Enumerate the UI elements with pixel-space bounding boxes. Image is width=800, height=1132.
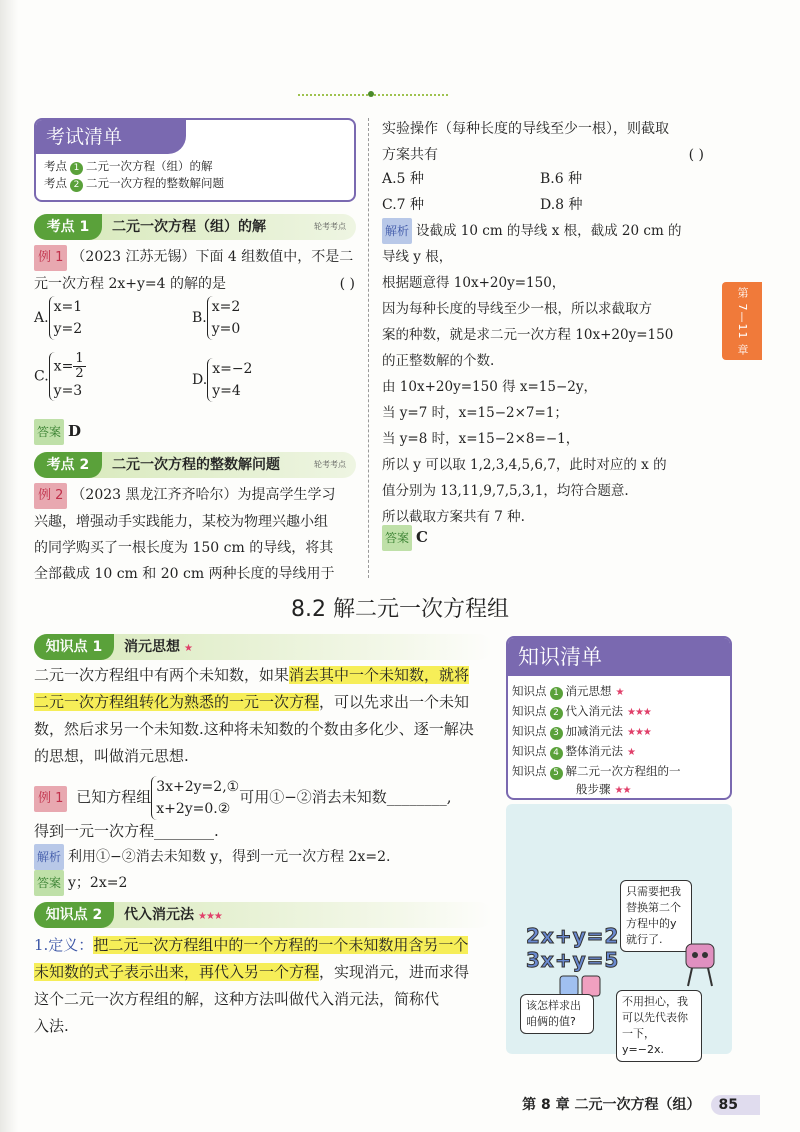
section-title: 8.2 解二元一次方程组 xyxy=(291,597,509,622)
knowledge-checklist-box xyxy=(506,636,732,800)
column-divider xyxy=(368,118,369,578)
zhishidian-1-header xyxy=(34,634,492,660)
kaodian-2-header xyxy=(34,452,356,478)
zhishidian-1-body: 二元一次方程组中有两个未知数，如果消去其中一个未知数，就将 二元一次方程组转化为熟悉的一元一次方程，可以先求出一个未知 数，然后求另一个未知数.这种将未知数的个数由多化少、逐一解决 的思想，叫做消元思想. xyxy=(34,666,474,765)
kaodian-note: 轮考考点 xyxy=(314,222,346,231)
example-2-text: 例 2 （2023 黑龙江齐齐哈尔）为提高学生学习 兴趣，增强动手实践能力，某校为物理兴趣小组 的同学购买了一根长度为 150 cm 的导线，将其 全部截成 10 cm 和 20 cm 两种长度的导线用于 xyxy=(34,482,364,587)
kaodian-tag: 考点 2 xyxy=(34,452,102,478)
knowledge-item[interactable]: 知识点 5 解二元一次方程组的一 xyxy=(512,764,681,778)
knowledge-item[interactable]: 知识点 4 整体消元法 ★ xyxy=(512,744,635,758)
exam-checklist-item: 考点 1 二元一次方程（组）的解 xyxy=(44,159,213,173)
zhishidian-2-body: 1.定义：把二元一次方程组中的一个方程的一个未知数用含另一个 未知数的式子表示出来，再代入另一个方程，实现消元，进而求得 这个二元一次方程组的解，这种方法叫做代入消元法，简称代 入法. xyxy=(34,936,470,1035)
example-label: 例 2 xyxy=(34,483,67,509)
decorative-dots xyxy=(298,94,448,100)
knowledge-item[interactable]: 般步骤 ★★ xyxy=(576,782,631,796)
equation-graphic: 2x+y=2 xyxy=(526,924,620,948)
zhishidian-title: 消元思想 ★ xyxy=(124,639,192,655)
page-footer xyxy=(522,1094,760,1115)
option-d: D.8 种 xyxy=(540,197,583,213)
knowledge-item[interactable]: 知识点 3 加减消元法 ★★★ xyxy=(512,724,651,738)
zhishidian-title: 代入消元法 ★★★ xyxy=(124,907,222,923)
kaodian-title: 二元一次方程的整数解问题 xyxy=(112,457,280,473)
star-icon: ★★ xyxy=(614,785,631,796)
star-icon: ★ xyxy=(627,747,635,758)
star-icon: ★★★ xyxy=(198,911,222,922)
zs-example-1: 例 1 已知方程组3x+2y=2,① x+2y=0.②可用①−②消去未知数________, xyxy=(34,776,499,820)
exam-checklist-item: 考点 2 二元一次方程的整数解问题 xyxy=(44,176,224,190)
zhishidian-tag: 知识点 1 xyxy=(34,634,114,660)
zhishidian-2-header xyxy=(34,902,492,928)
page-number: 85 xyxy=(711,1095,760,1115)
zs-example-1-answer: 答案 y；2x=2 xyxy=(34,870,127,896)
option-b: B.6 种 xyxy=(540,171,583,187)
example-2-analysis: 解析 设截成 10 cm 的导线 x 根，截成 20 cm 的 导线 y 根， 根据题意得 10x+20y=150， 因为每种长度的导线至少一根，所以求截取方 案的种数，就是求二元一次方程 10x+20y=150 的正整数解的个数. 由 10x+20y=150 得 x=15−2y， 当 y=7 时，x=15−2×7=1； 当 y=8 时，x=15−2×8=−1， 所以 y 可以取 1,2,3,4,5,6,7，此时对应的 x 的 值分别为 13,11,9,7,5,3,1，均符合题意. 所以截取方案共有 7 种. xyxy=(382,218,714,530)
cartoon-robot-icon xyxy=(682,940,718,990)
example-2-answer: 答案 C xyxy=(382,524,428,551)
chapter-side-tab[interactable]: 第 7—11 章 xyxy=(722,282,762,360)
kaodian-1-header xyxy=(34,214,356,240)
spine-shadow xyxy=(0,0,18,1132)
zs-example-1-analysis: 解析 利用①−②消去未知数 y，得到一元一次方程 2x=2. xyxy=(34,844,390,870)
kaodian-title: 二元一次方程（组）的解 xyxy=(112,219,266,235)
example-label: 例 1 xyxy=(34,786,67,812)
knowledge-item[interactable]: 知识点 1 消元思想 ★ xyxy=(512,684,624,698)
exam-checklist-box xyxy=(34,118,356,202)
knowledge-checklist-title: 知识清单 xyxy=(508,638,730,676)
option-b: B.x=2 y=0 xyxy=(192,296,240,340)
knowledge-item[interactable]: 知识点 2 代入消元法 ★★★ xyxy=(512,704,651,718)
star-icon: ★★★ xyxy=(627,727,651,738)
exam-checklist-title: 考试清单 xyxy=(36,120,186,154)
speech-bubble: 该怎样求出 咱俩的值? xyxy=(520,994,594,1034)
option-c: C.7 种 xyxy=(382,197,425,213)
option-d: D.x=−2 y=4 xyxy=(192,358,252,402)
zs-example-1-line2: 得到一元一次方程________. xyxy=(34,822,219,840)
example-2-continued: 实验操作（每种长度的导线至少一根），则截取 方案共有 ( ) xyxy=(382,121,704,163)
option-a: A.x=1 y=2 xyxy=(34,296,82,340)
star-icon: ★ xyxy=(615,687,624,698)
option-c: $C.x=\frac{1}{2}$ y=3 xyxy=(34,351,84,399)
equation-graphic: 3x+y=5 xyxy=(526,948,620,972)
kaodian-tag: 考点 1 xyxy=(34,214,102,240)
chapter-label: 第 8 章 二元一次方程（组） xyxy=(522,1097,701,1113)
zhishidian-tag: 知识点 2 xyxy=(34,902,114,928)
example-1-text: 例 1 （2023 江苏无锡）下面 4 组数值中，不是二 元一次方程 2x+y=4 的解的是 ( ) xyxy=(34,244,359,297)
star-icon: ★ xyxy=(184,643,192,654)
option-a: A.5 种 xyxy=(382,171,424,187)
speech-bubble: 不用担心，我 可以先代表你 一下，y=−2x. xyxy=(616,990,702,1062)
cartoon-illustration xyxy=(506,804,732,1054)
example-label: 例 1 xyxy=(34,245,67,271)
kaodian-note: 轮考考点 xyxy=(314,460,346,469)
star-icon: ★★★ xyxy=(627,707,651,718)
speech-bubble: 只需要把我 替换第二个 方程中的y 就行了. xyxy=(620,880,692,952)
example-1-answer: 答案 D xyxy=(34,418,81,445)
